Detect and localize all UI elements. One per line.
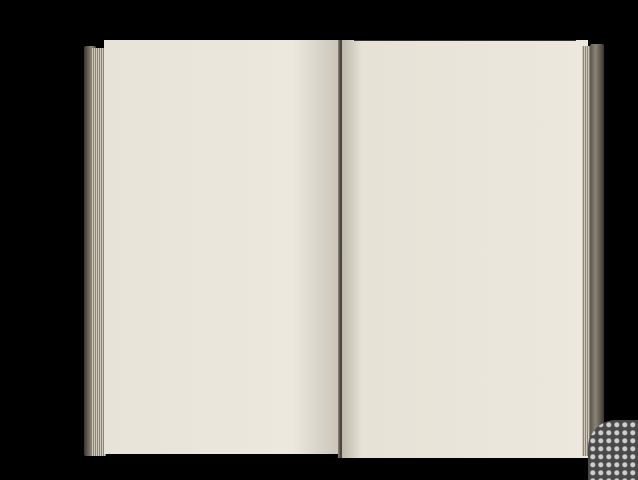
- book-cover-right: [590, 44, 604, 458]
- background-fabric: [588, 420, 638, 480]
- open-book: [84, 40, 604, 470]
- left-page: [104, 40, 340, 454]
- right-page: [342, 40, 588, 458]
- footnote-rule: [354, 40, 576, 41]
